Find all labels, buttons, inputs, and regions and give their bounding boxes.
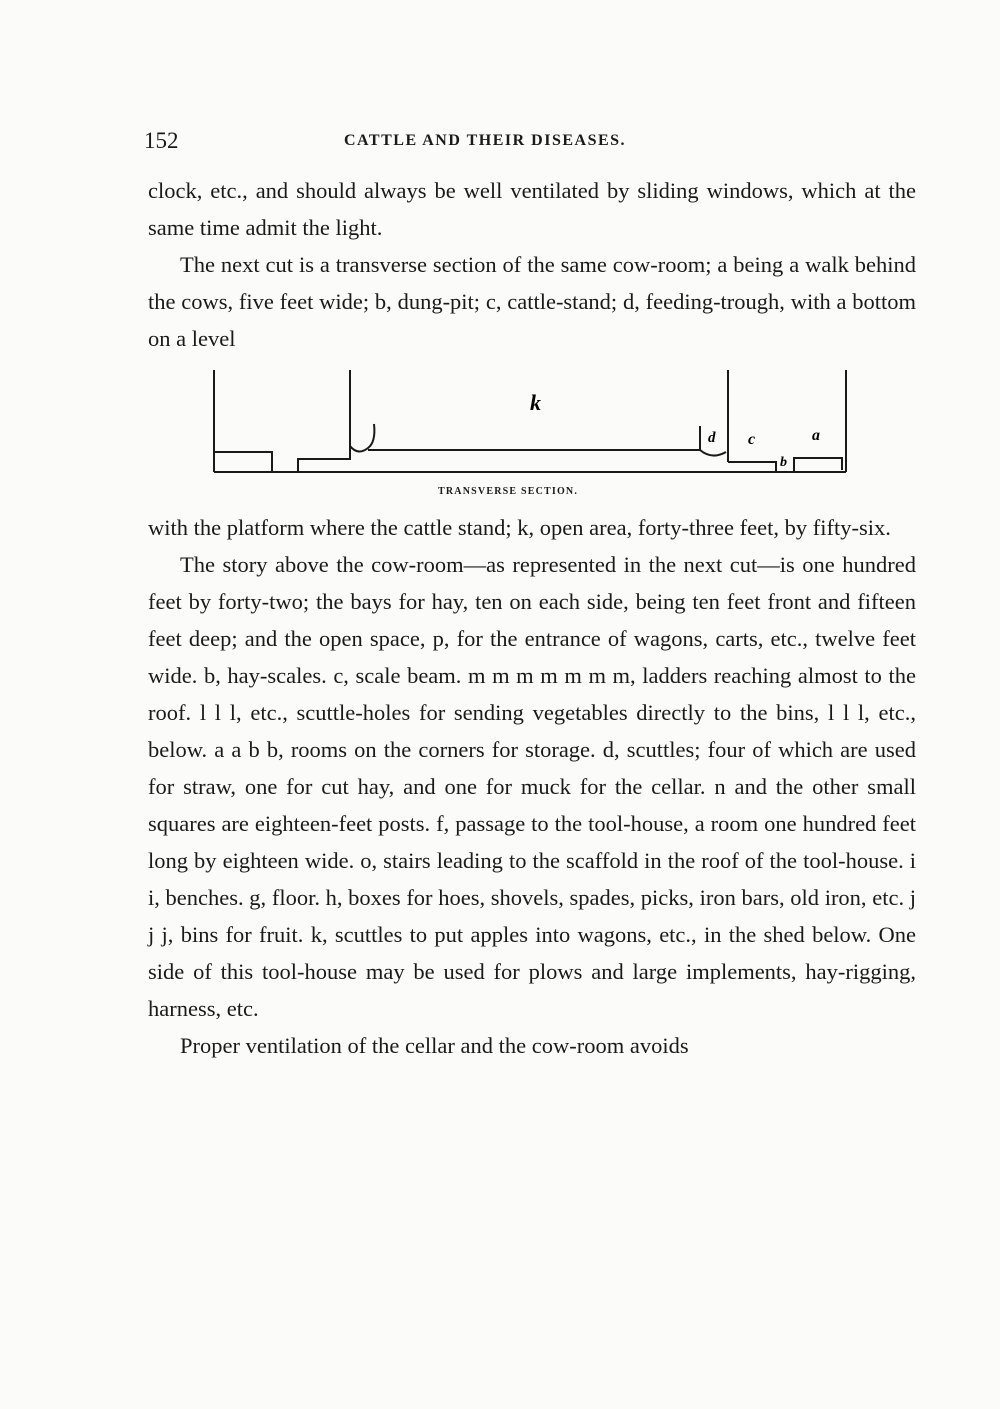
text-block-top [148, 172, 916, 357]
left-trough-curve [350, 424, 374, 452]
text-block-bottom [148, 509, 916, 1064]
page-header [144, 128, 916, 158]
book-page [144, 0, 916, 1409]
dung-pit-left [728, 462, 776, 472]
left-low-step [214, 452, 272, 472]
figure-caption: TRANSVERSE SECTION. [438, 486, 579, 497]
transverse-section-drawing [212, 368, 852, 478]
paragraph-transverse-intro: The next cut is a transverse section of the same cow-room; a being a walk behind the cows, five feet wide; b, dung-pit; c, cattle-stand; d, feeding-trough, with a bottom on a level [148, 252, 916, 351]
paragraph-ventilation: Proper ventilation of the cellar and the cow-room avoids [180, 1033, 689, 1058]
label-a: a [812, 427, 820, 444]
running-head: CATTLE AND THEIR DISEASES. [344, 132, 627, 149]
page-number: 152 [144, 128, 179, 153]
feeding-trough-curve [700, 450, 726, 456]
label-b: b [780, 455, 787, 470]
transverse-section-figure [212, 368, 852, 478]
walk-step [794, 458, 842, 472]
label-c: c [748, 431, 756, 448]
paragraph-platform: with the platform where the cattle stand; k, open area, forty-three feet, by fifty-six. [148, 515, 891, 540]
paragraph-story-above: The story above the cow-room—as represented in the next cut—is one hundred feet by forty-two; the bays for hay, ten on each side, being ten feet front and fifteen feet deep; and the open space, p, for the entrance of wagons, carts, etc., twelve feet wide. b, hay-scales. c, scale beam. m m m m m m m, ladders reaching almost to the roof. l l l, etc., scuttle-holes for sending vegetables directly to the bins, l l l, etc., below. a a b b, rooms on the corners for storage. d, scuttles; four of which are used for straw, one for cut hay, and one for muck for the cellar. n and the other small squares are eighteen-feet posts. f, passage to the tool-house, a room one hundred feet long by eighteen wide. o, stairs leading to the scaffold in the roof of the tool-house. i i, benches. g, floor. h, boxes for hoes, shovels, spades, picks, iron bars, old iron, etc. j j j, bins for fruit. k, scuttles to put apples into wagons, etc., in the shed below. One side of this tool-house may be used for plows and large implements, hay-rigging, harness, etc. [148, 552, 916, 1021]
label-d: d [708, 430, 716, 446]
left-inner-step [298, 370, 350, 472]
label-k: k [530, 390, 541, 415]
paragraph-continuation: clock, etc., and should always be well ventilated by sliding windows, which at the same time admit the light. [148, 178, 916, 240]
